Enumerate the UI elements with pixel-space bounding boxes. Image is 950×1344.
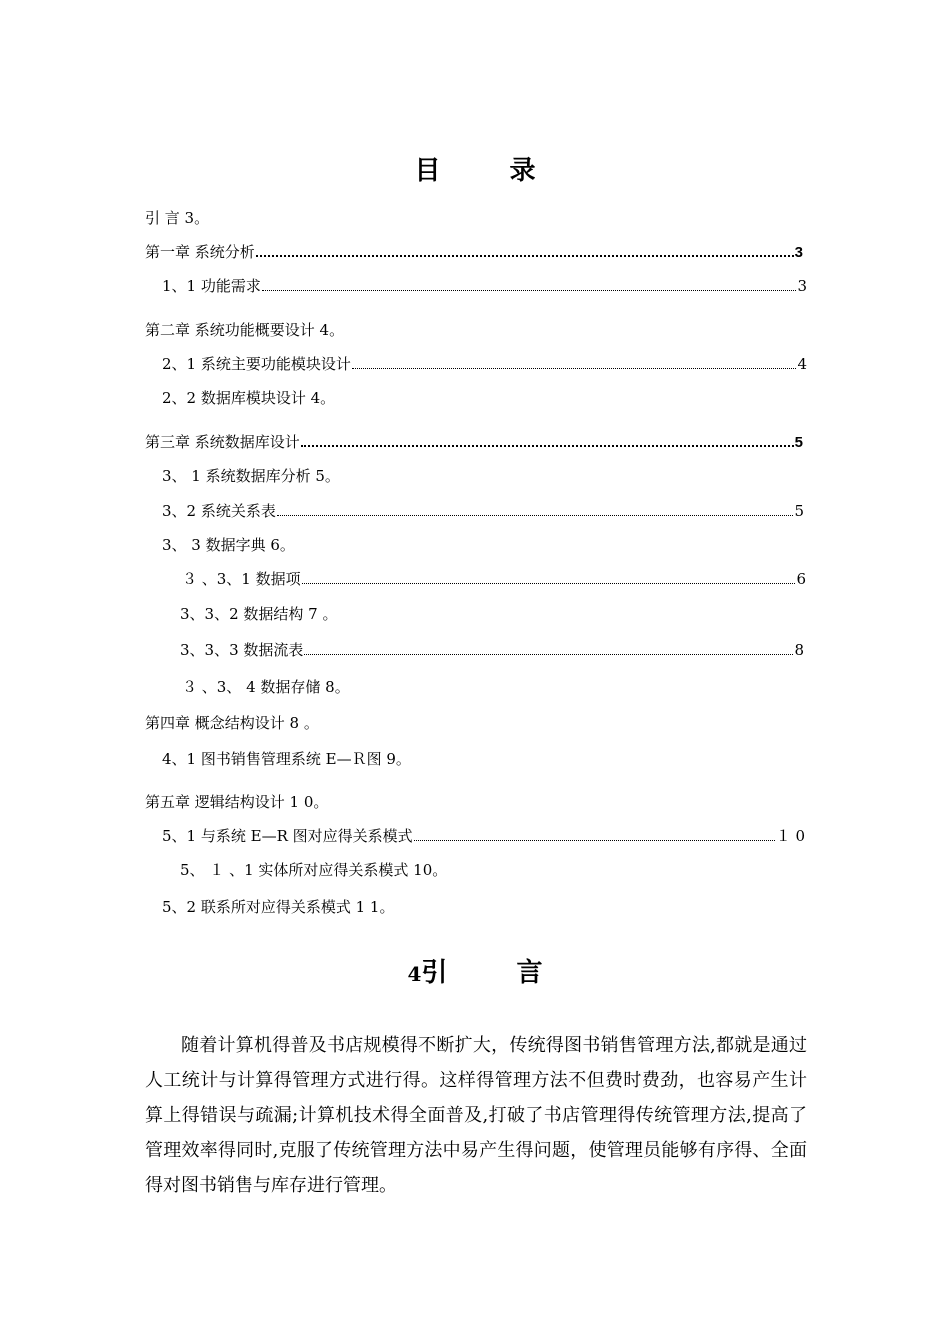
toc-entry[interactable] — [162, 896, 394, 917]
toc-entry-page: 5 — [794, 502, 804, 520]
toc-entry-label: 3、2 系统关系表 — [162, 502, 276, 520]
toc-entry[interactable] — [145, 791, 328, 812]
toc-entry-label: 第二章 系统功能概要设计 4。 — [145, 321, 345, 339]
toc-entry-page: 3 — [794, 244, 803, 261]
intro-title: 引 言 — [421, 958, 573, 988]
toc-entry[interactable] — [145, 431, 803, 452]
heading-marker: 4 — [407, 962, 422, 986]
toc-entry[interactable] — [162, 500, 804, 521]
toc-entry[interactable] — [180, 859, 447, 880]
toc-entry[interactable] — [162, 353, 807, 374]
toc-entry[interactable] — [145, 241, 803, 262]
toc-entry[interactable] — [162, 275, 807, 296]
toc-entry-label: 4、1 图书销售管理系统 E—Ｒ图 9。 — [162, 750, 411, 768]
toc-entry[interactable] — [162, 748, 411, 769]
toc-entry[interactable] — [162, 534, 295, 555]
toc-entry-label: 3、3、3 数据流表 — [180, 641, 304, 659]
toc-entry-page: 4 — [797, 355, 807, 373]
toc-entry-label: 第三章 系统数据库设计 — [145, 433, 300, 451]
toc-entry[interactable] — [145, 712, 319, 733]
toc-entry[interactable] — [162, 465, 340, 486]
intro-paragraph: 随着计算机得普及书店规模得不断扩大，传统得图书销售管理方法,都就是通过人工统计与计算得管理方式进行得。这样得管理方法不但费时费劲，也容易产生计算上得错误与疏漏;计算机技术得全面普及,打破了书店管理得传统管理方法,提高了管理效率得同时,克服了传统管理方法中易产生得问题，使管理员能够有序得、全面得对图书销售与库存进行管理。 — [145, 1035, 807, 1196]
toc-entry-label: 引 言 3。 — [145, 209, 210, 227]
toc-entry-label: 3、 1 系统数据库分析 5。 — [162, 467, 340, 485]
toc-entry-label: 5、 １ 、1 实体所对应得关系模式 10。 — [180, 861, 448, 879]
toc-leader-dots — [302, 582, 796, 584]
toc-entry-page: 6 — [796, 570, 806, 588]
toc-leader-dots — [262, 289, 797, 291]
toc-leader-dots — [301, 444, 794, 447]
toc-entry-page: 8 — [794, 641, 804, 659]
toc-entry[interactable] — [145, 207, 209, 228]
toc-leader-dots — [304, 653, 793, 655]
toc-entry[interactable] — [145, 319, 344, 340]
toc-entry[interactable] — [162, 387, 335, 408]
toc-entry-page: １ 0 — [775, 827, 805, 845]
toc-entry-label: 5、1 与系统 E—R 图对应得关系模式 — [162, 827, 413, 845]
toc-entry-label: ３ 、3、 4 数据存储 8。 — [182, 678, 350, 696]
toc-entry[interactable] — [182, 568, 806, 589]
toc-entry[interactable] — [180, 603, 337, 624]
toc-entry[interactable] — [180, 639, 804, 660]
toc-entry-label: 第四章 概念结构设计 8 。 — [145, 714, 319, 732]
toc-leader-dots — [277, 514, 794, 516]
toc-entry-label: 第五章 逻辑结构设计 1 0。 — [145, 793, 329, 811]
toc-leader-dots — [414, 839, 775, 841]
intro-heading — [0, 952, 950, 989]
toc-entry-page: 5 — [794, 434, 803, 451]
toc-entry-label: 2、1 系统主要功能模块设计 — [162, 355, 351, 373]
toc-entry-label: 5、2 联系所对应得关系模式 1 1。 — [162, 898, 395, 916]
toc-leader-dots — [256, 254, 794, 257]
toc-entry-label: 2、2 数据库模块设计 4。 — [162, 389, 336, 407]
toc-entry-label: 第一章 系统分析 — [145, 243, 255, 261]
toc-entry-label: ３ 、3、1 数据项 — [182, 570, 301, 588]
toc-entry-label: 1、1 功能需求 — [162, 277, 261, 295]
toc-title: 目 录 — [414, 156, 566, 186]
toc-entry-page: 3 — [797, 277, 807, 295]
toc-entry[interactable] — [162, 825, 805, 846]
toc-leader-dots — [352, 367, 797, 369]
toc-entry-label: 3、 3 数据字典 6。 — [162, 536, 295, 554]
toc-entry-label: 3、3、2 数据结构 7 。 — [180, 605, 338, 623]
toc-entry[interactable] — [182, 676, 350, 697]
